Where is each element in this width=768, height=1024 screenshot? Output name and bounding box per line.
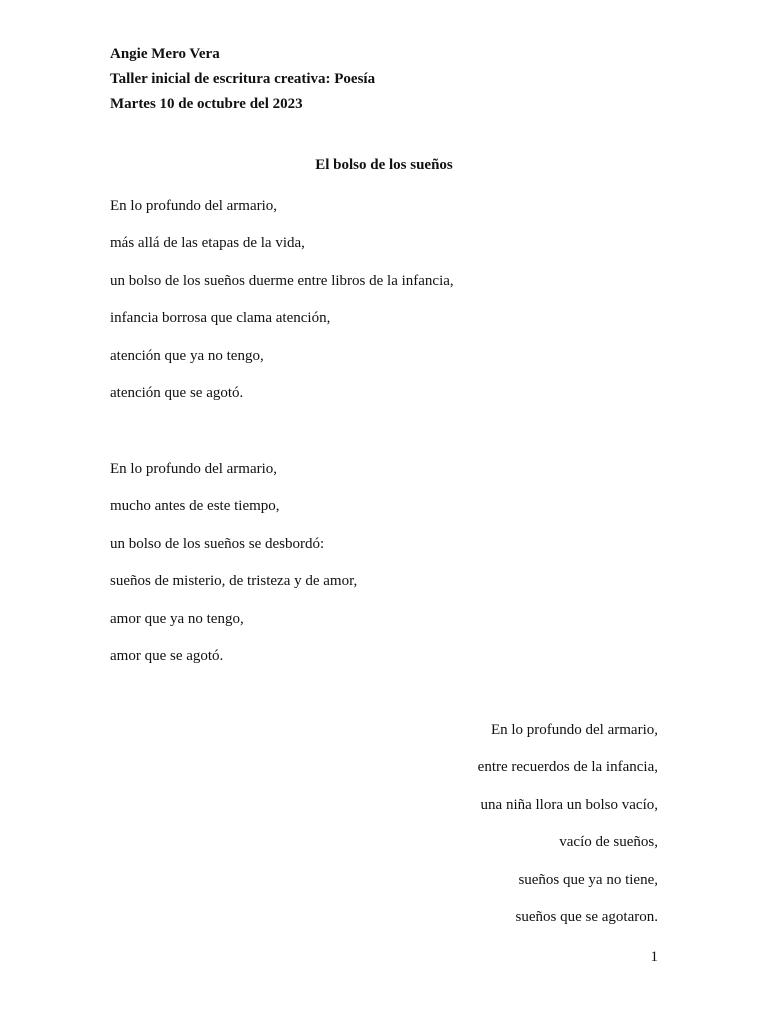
poem-line: entre recuerdos de la infancia, (477, 759, 658, 776)
poem-line: amor que se agotó. (110, 647, 224, 664)
poem-line: atención que se agotó. (110, 384, 244, 401)
stanza-1 (110, 188, 454, 412)
poem-line: mucho antes de este tiempo, (110, 498, 280, 515)
author-name: Angie Mero Vera (110, 46, 220, 62)
poem-line: En lo profundo del armario, (490, 722, 658, 738)
poem-line: sueños de misterio, de tristeza y de amor, (110, 573, 358, 590)
page-number: 1 (650, 949, 658, 965)
document-header (110, 42, 375, 117)
poem-line: un bolso de los sueños se desbordó: (110, 535, 325, 552)
poem-line: una niña llora un bolso vacío, (480, 796, 658, 813)
poem-line: infancia borrosa que clama atención, (110, 310, 331, 327)
poem-line: En lo profundo del armario, (110, 461, 278, 477)
poem-line: sueños que se agotaron. (515, 908, 658, 925)
poem-title: El bolso de los sueños (315, 157, 453, 173)
poem-line: En lo profundo del armario, (110, 198, 278, 214)
document-date: Martes 10 de octubre del 2023 (110, 96, 303, 112)
poem-line: más allá de las etapas de la vida, (110, 235, 305, 252)
course-name: Taller inicial de escritura creativa: Poesía (110, 71, 376, 87)
poem-line: atención que ya no tengo, (110, 347, 264, 364)
poem-line: amor que ya no tengo, (110, 610, 244, 627)
stanza-2 (110, 451, 357, 675)
stanza-3 (478, 712, 658, 936)
poem-line: un bolso de los sueños duerme entre libros de la infancia, (110, 272, 454, 289)
poem-line: sueños que ya no tiene, (518, 871, 658, 888)
poem-line: vacío de sueños, (559, 834, 658, 851)
